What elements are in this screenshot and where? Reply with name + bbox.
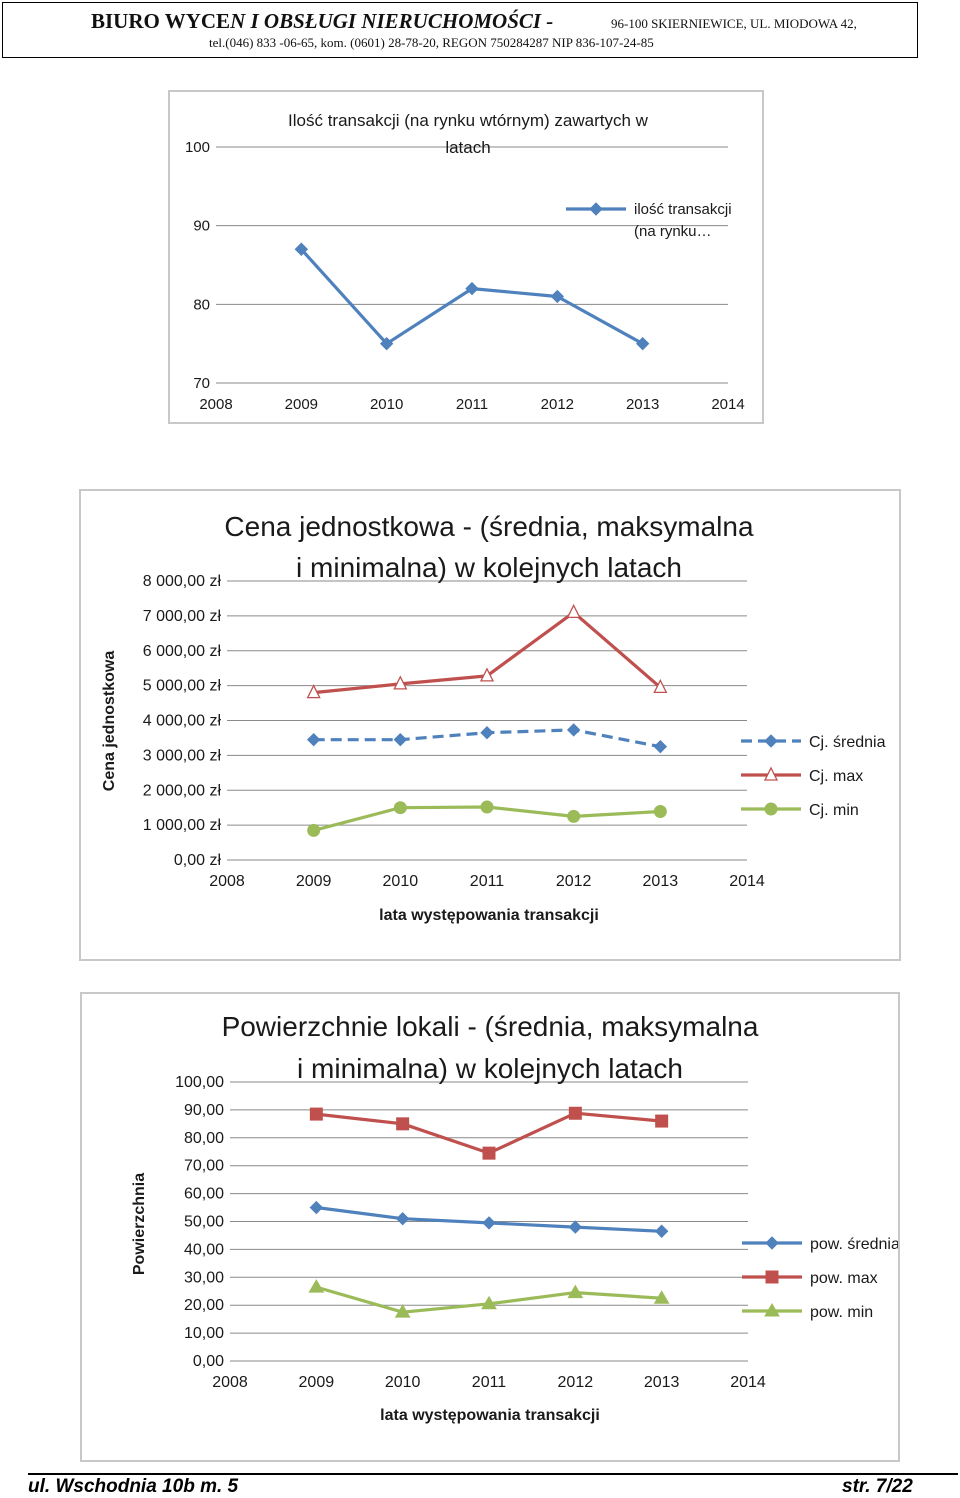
x-tick-label: 2011	[455, 396, 489, 413]
legend-label: ilość transakcji	[634, 201, 732, 218]
data-point	[394, 802, 406, 814]
series-2	[309, 1280, 668, 1317]
x-tick-label: 2011	[471, 1374, 507, 1391]
document-header	[2, 2, 918, 58]
x-tick-label: 2013	[643, 1374, 680, 1391]
company-name	[91, 9, 553, 34]
chart-title: Powierzchnie lokali - (średnia, maksymalna	[221, 1011, 759, 1042]
y-tick-label: 70,00	[183, 1157, 224, 1175]
y-tick-label: 4 000,00 zł	[142, 712, 221, 730]
y-tick-label: 10,00	[183, 1325, 224, 1343]
series-0	[308, 724, 667, 753]
data-point	[481, 801, 493, 813]
footer-address: ul. Wschodnia 10b m. 5	[28, 1476, 239, 1497]
legend-entry	[742, 1236, 898, 1253]
data-point	[569, 1107, 581, 1119]
y-tick-label: 40,00	[183, 1241, 224, 1259]
company-name-part-1: BIURO WYCE	[91, 9, 231, 33]
area-chart-panel	[80, 992, 900, 1462]
legend-label: pow. max	[810, 1270, 878, 1287]
y-tick-label: 3 000,00 zł	[142, 747, 221, 765]
area-chart	[82, 994, 898, 1460]
chart-title: i minimalna) w kolejnych latach	[296, 552, 682, 583]
chart-title: Ilość transakcji (na rynku wtórnym) zawartych w	[288, 111, 648, 130]
x-tick-label: 2010	[369, 396, 404, 413]
x-tick-label: 2008	[209, 873, 245, 890]
y-axis-title: Powierzchnia	[131, 1172, 148, 1276]
x-tick-label: 2014	[730, 1374, 766, 1391]
legend-label: pow. min	[810, 1304, 874, 1321]
y-tick-label: 20,00	[183, 1297, 224, 1315]
series-0	[295, 243, 648, 349]
data-point	[481, 727, 493, 739]
y-tick-label: 30,00	[183, 1269, 224, 1287]
data-point	[568, 605, 580, 617]
y-tick-label: 80,00	[183, 1129, 224, 1147]
x-tick-label: 2008	[199, 396, 233, 413]
y-tick-label: 8 000,00 zł	[142, 573, 221, 590]
legend-marker	[766, 1237, 778, 1249]
data-point	[656, 1225, 668, 1237]
data-point	[308, 734, 320, 746]
x-tick-label: 2013	[642, 873, 679, 890]
x-tick-label: 2011	[469, 873, 505, 890]
data-point	[310, 1108, 322, 1120]
x-tick-label: 2012	[540, 396, 575, 413]
data-point	[394, 734, 406, 746]
data-point	[568, 724, 580, 736]
data-point	[568, 810, 580, 822]
company-address: 96-100 SKIERNIEWICE, UL. MIODOWA 42,	[611, 16, 857, 31]
transactions-chart	[170, 92, 762, 422]
legend-entry	[741, 768, 863, 785]
chart-title: i minimalna) w kolejnych latach	[297, 1053, 683, 1084]
legend-label: Cj. max	[809, 768, 864, 785]
x-tick-label: 2009	[284, 396, 319, 413]
y-tick-label: 70	[193, 375, 210, 392]
x-tick-label: 2008	[212, 1374, 248, 1391]
legend-marker	[765, 803, 777, 815]
data-point	[569, 1221, 581, 1233]
y-tick-label: 6 000,00 zł	[142, 642, 221, 660]
series-1	[308, 605, 667, 697]
y-tick-label: 80	[193, 296, 210, 314]
y-tick-label: 60,00	[183, 1185, 224, 1203]
y-tick-label: 2 000,00 zł	[142, 782, 221, 800]
x-tick-label: 2009	[298, 1374, 335, 1391]
unit-price-chart-panel	[79, 489, 901, 961]
data-point	[483, 1147, 495, 1159]
legend-marker	[590, 203, 602, 215]
x-tick-label: 2013	[625, 396, 660, 413]
series-line	[301, 249, 642, 343]
footer-rule	[28, 1473, 958, 1475]
legend-entry	[741, 802, 859, 819]
data-point	[483, 1217, 495, 1229]
x-tick-label: 2012	[557, 1374, 594, 1391]
data-point	[397, 1213, 409, 1225]
y-tick-label: 50,00	[183, 1213, 224, 1231]
data-point	[397, 1118, 409, 1130]
chart-title: Cena jednostkowa - (średnia, maksymalna	[224, 511, 754, 542]
x-tick-label: 2012	[555, 873, 592, 890]
legend-entry	[566, 201, 732, 240]
series-0	[310, 1202, 667, 1238]
x-axis-title: lata występowania transakcji	[380, 1407, 600, 1424]
y-tick-label: 90	[193, 217, 210, 235]
data-point	[656, 1115, 668, 1127]
transactions-chart-panel	[168, 90, 764, 424]
x-tick-label: 2010	[384, 1374, 421, 1391]
y-axis-title: Cena jednostkowa	[101, 650, 118, 792]
legend-label: Cj. średnia	[809, 734, 886, 751]
data-point	[308, 824, 320, 836]
legend-entry	[741, 734, 886, 751]
legend-entry	[742, 1270, 878, 1287]
data-point	[654, 806, 666, 818]
data-point	[309, 1280, 323, 1292]
footer-page-number: str. 7/22	[842, 1476, 913, 1497]
y-tick-label: 5 000,00 zł	[142, 677, 221, 695]
legend-marker	[765, 735, 777, 747]
y-tick-label: 100	[184, 139, 210, 156]
data-point	[637, 338, 649, 350]
legend-label: (na rynku…	[634, 223, 712, 240]
y-tick-label: 1 000,00 zł	[142, 817, 221, 835]
company-name-part-2: N I OBSŁUGI NIERUCHOMOŚCI -	[230, 9, 554, 33]
chart-title: latach	[445, 138, 491, 157]
legend-label: pow. średnia	[810, 1236, 898, 1253]
legend-marker	[766, 1271, 778, 1283]
data-point	[310, 1202, 322, 1214]
y-tick-label: 100,00	[175, 1074, 224, 1091]
legend-entry	[742, 1304, 873, 1321]
x-tick-label: 2014	[711, 396, 745, 413]
unit-price-chart	[81, 491, 899, 959]
company-contact: tel.(046) 833 -06-65, kom. (0601) 28-78-20, REGON 750284287 NIP 836-107-24-85	[209, 35, 654, 50]
data-point	[654, 741, 666, 753]
y-tick-label: 90,00	[183, 1101, 224, 1119]
x-tick-label: 2009	[295, 873, 332, 890]
x-tick-label: 2010	[382, 873, 419, 890]
legend-label: Cj. min	[809, 802, 859, 819]
y-tick-label: 0,00	[192, 1353, 224, 1370]
y-tick-label: 7 000,00 zł	[142, 607, 221, 625]
series-2	[308, 801, 667, 836]
series-1	[310, 1107, 667, 1159]
y-tick-label: 0,00 zł	[173, 852, 221, 869]
x-axis-title: lata występowania transakcji	[379, 907, 599, 924]
x-tick-label: 2014	[729, 873, 765, 890]
